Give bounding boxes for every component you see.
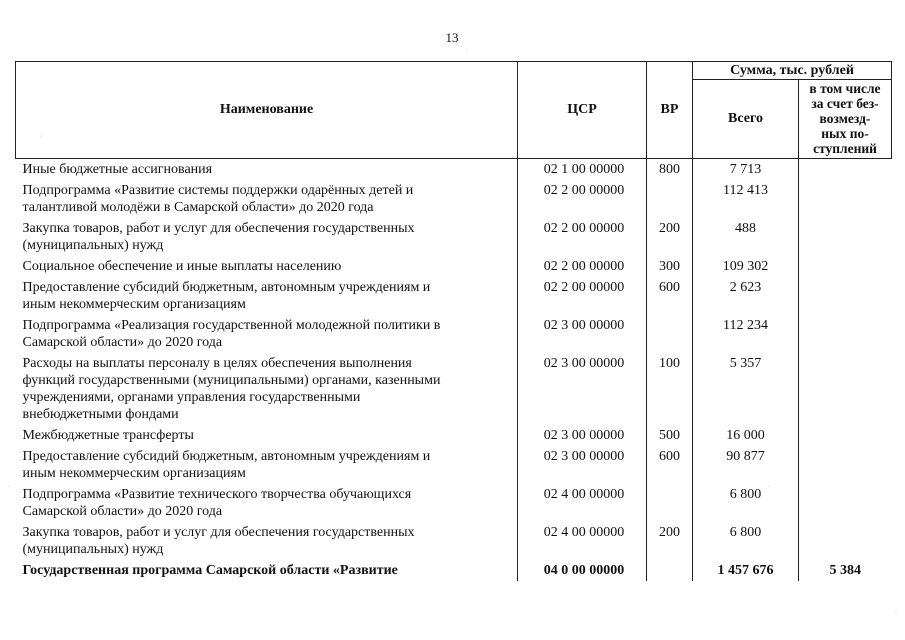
row-gratuitous: [799, 353, 892, 425]
row-name-line: Межбюджетные трансферты: [22, 428, 194, 443]
row-vr: 200: [647, 218, 693, 256]
row-name-line: Социальное обеспечение и иные выплаты населению: [22, 259, 342, 274]
row-vr: 500: [647, 425, 693, 446]
row-total: 7 713: [693, 159, 799, 181]
table-row: [16, 159, 892, 181]
scan-speck: ·: [8, 484, 10, 490]
header-total: Всего: [693, 80, 799, 159]
row-name-line: Государственная программа Самарской области «Развитие: [22, 563, 398, 578]
row-gratuitous: [799, 425, 892, 446]
table-row: [16, 353, 892, 425]
header-gratuitous-receipts: [799, 80, 892, 159]
row-csr: 04 0 00 00000: [518, 560, 647, 581]
scan-speck: ·: [768, 484, 770, 490]
table-row: [16, 560, 892, 581]
row-csr: 02 3 00 00000: [518, 425, 647, 446]
row-gratuitous: [799, 180, 892, 218]
row-vr: [647, 315, 693, 353]
row-name-line: Расходы на выплаты персоналу в целях обеспечения выполнения: [22, 356, 412, 371]
header-name: Наименование: [16, 62, 518, 159]
row-name-line: внебюджетными фондами: [22, 407, 179, 422]
row-total: 6 800: [693, 522, 799, 560]
header-sum-group: Сумма, тыс. рублей: [693, 62, 892, 80]
table-row: [16, 484, 892, 522]
row-total: 5 357: [693, 353, 799, 425]
row-name-line: Подпрограмма «Развитие системы поддержки одарённых детей и: [22, 183, 414, 198]
row-total: 90 877: [693, 446, 799, 484]
row-name-line: Подпрограмма «Развитие технического творчества обучающихся: [22, 487, 412, 502]
budget-table: [15, 61, 892, 581]
row-vr: 600: [647, 277, 693, 315]
row-total: 1 457 676: [693, 560, 799, 581]
row-vr: [647, 560, 693, 581]
row-name: [16, 218, 518, 256]
scan-speck: ·: [466, 49, 468, 55]
row-total: 2 623: [693, 277, 799, 315]
table-row: [16, 277, 892, 315]
row-name: [16, 180, 518, 218]
table-body: [16, 159, 892, 582]
scan-speck: ·: [40, 134, 42, 140]
row-gratuitous: [799, 446, 892, 484]
row-csr: 02 1 00 00000: [518, 159, 647, 181]
row-csr: 02 4 00 00000: [518, 522, 647, 560]
row-name: [16, 277, 518, 315]
row-name: [16, 484, 518, 522]
row-name: [16, 353, 518, 425]
row-csr: 02 2 00 00000: [518, 256, 647, 277]
row-csr: 02 2 00 00000: [518, 218, 647, 256]
row-vr: [647, 484, 693, 522]
table-row: [16, 446, 892, 484]
row-name: [16, 159, 518, 181]
header-bv-line: за счет без-: [811, 96, 879, 111]
row-csr: 02 3 00 00000: [518, 446, 647, 484]
row-gratuitous: [799, 159, 892, 181]
table-header: [16, 62, 892, 159]
row-csr: 02 2 00 00000: [518, 180, 647, 218]
row-total: 112 234: [693, 315, 799, 353]
table-row: [16, 425, 892, 446]
row-name-line: Предоставление субсидий бюджетным, автономным учреждениям и: [22, 280, 431, 295]
row-gratuitous: [799, 484, 892, 522]
row-gratuitous: [799, 256, 892, 277]
row-name-line: иным некоммерческим организациям: [22, 297, 246, 312]
header-bv-line: ных по-: [821, 126, 869, 141]
row-total: 16 000: [693, 425, 799, 446]
row-name-line: Предоставление субсидий бюджетным, автономным учреждениям и: [22, 449, 431, 464]
page-number: 13: [445, 30, 459, 45]
row-name-line: (муниципальных) нужд: [22, 542, 164, 557]
row-csr: 02 2 00 00000: [518, 277, 647, 315]
header-csr: ЦСР: [518, 62, 647, 159]
row-total: 109 302: [693, 256, 799, 277]
header-bv-line: возмезд-: [819, 111, 871, 126]
row-name-line: Подпрограмма «Реализация государственной молодежной политики в: [22, 318, 441, 333]
row-name: [16, 446, 518, 484]
row-name-line: учреждениями, органами управления государственными: [22, 390, 361, 405]
row-gratuitous: [799, 277, 892, 315]
row-vr: 200: [647, 522, 693, 560]
row-csr: 02 4 00 00000: [518, 484, 647, 522]
table-row: [16, 256, 892, 277]
header-vr: ВР: [647, 62, 693, 159]
row-name-line: Иные бюджетные ассигнования: [22, 162, 213, 177]
row-csr: 02 3 00 00000: [518, 353, 647, 425]
row-vr: [647, 180, 693, 218]
row-gratuitous: [799, 315, 892, 353]
row-name: [16, 256, 518, 277]
row-csr: 02 3 00 00000: [518, 315, 647, 353]
row-name-line: талантливой молодёжи в Самарской области» до 2020 года: [22, 200, 374, 215]
row-name: [16, 522, 518, 560]
row-name-line: Закупка товаров, работ и услуг для обеспечения государственных: [22, 221, 415, 236]
row-gratuitous: 5 384: [799, 560, 892, 581]
table-row: [16, 180, 892, 218]
row-name: [16, 560, 518, 581]
table-row: [16, 522, 892, 560]
header-bv-line: ступлений: [813, 141, 877, 156]
table-row: [16, 315, 892, 353]
row-gratuitous: [799, 522, 892, 560]
row-name: [16, 425, 518, 446]
row-name-line: (муниципальных) нужд: [22, 238, 164, 253]
row-name-line: Самарской области» до 2020 года: [22, 335, 223, 350]
table-row: [16, 218, 892, 256]
row-vr: 100: [647, 353, 693, 425]
row-total: 6 800: [693, 484, 799, 522]
header-bv-line: в том числе: [809, 81, 881, 96]
row-vr: 600: [647, 446, 693, 484]
row-vr: 300: [647, 256, 693, 277]
row-total: 488: [693, 218, 799, 256]
row-vr: 800: [647, 159, 693, 181]
row-total: 112 413: [693, 180, 799, 218]
row-name-line: иным некоммерческим организациям: [22, 466, 246, 481]
row-name: [16, 315, 518, 353]
row-name-line: функций государственными (муниципальными) органами, казенными: [22, 373, 441, 388]
row-name-line: Закупка товаров, работ и услуг для обеспечения государственных: [22, 525, 415, 540]
row-gratuitous: [799, 218, 892, 256]
row-name-line: Самарской области» до 2020 года: [22, 504, 223, 519]
scan-speck: ·: [895, 610, 897, 616]
